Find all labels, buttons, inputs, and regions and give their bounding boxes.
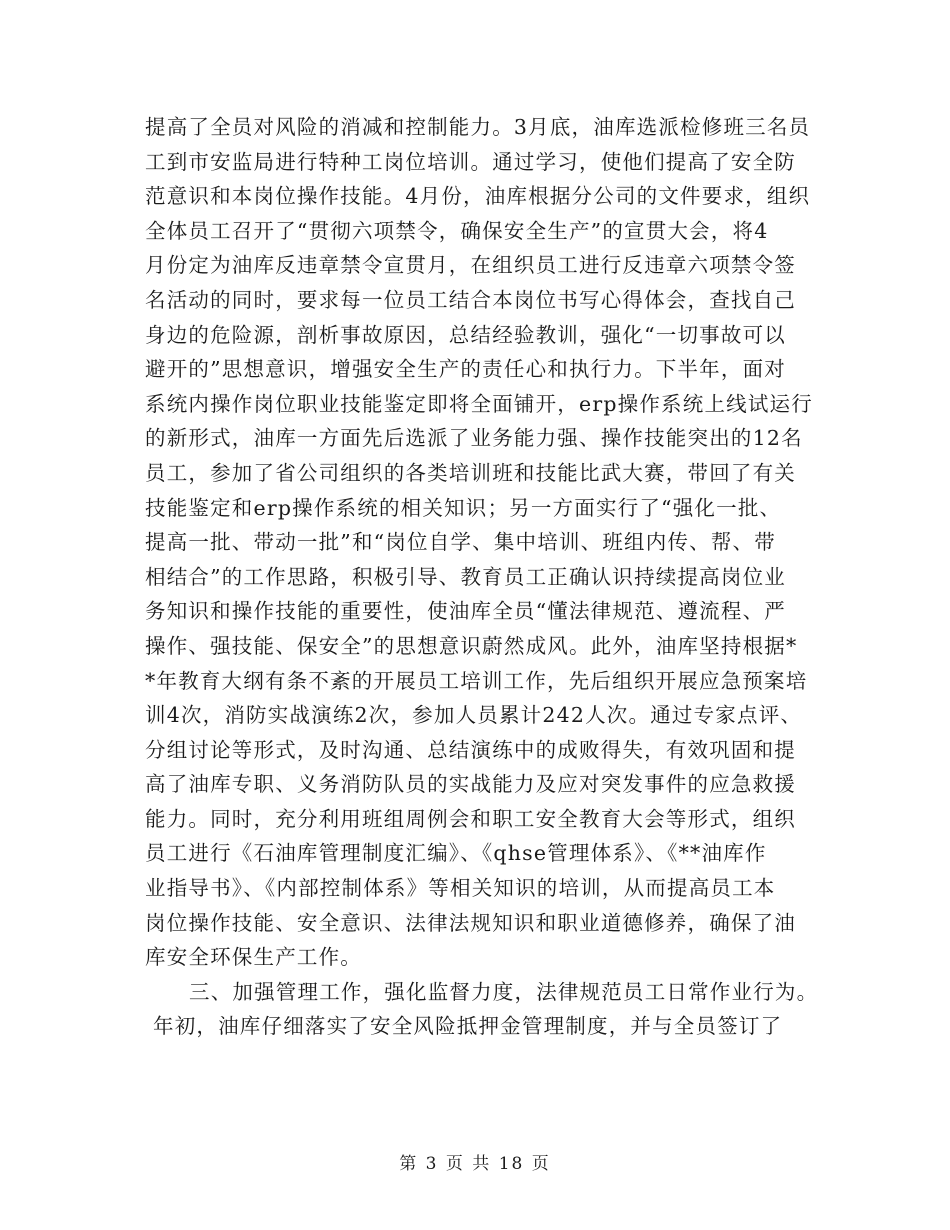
text-line: 高了油库专职、义务消防队员的实战能力及应对突发事件的应急救援 <box>145 772 796 797</box>
page-number-label: 第 3 页 共 18 页 <box>399 1154 551 1174</box>
section-heading: 三、加强管理工作，强化监督力度，法律规范员工日常作业行为。 <box>189 979 819 1004</box>
text-line: 的新形式，油库一方面先后选派了业务能力强、操作技能突出的12名 <box>145 426 803 451</box>
text-line: 库安全环保生产工作。 <box>145 945 362 970</box>
text-line: 全体员工召开了“贯彻六项禁令，确保安全生产”的宣贯大会，将4 <box>145 218 769 243</box>
text-line: 名活动的同时，要求每一位员工结合本岗位书写心得体会，查找自己 <box>145 287 796 312</box>
text-line: 月份定为油库反违章禁令宣贯月，在组织员工进行反违章六项禁令签 <box>145 253 796 278</box>
text-line: 工到市安监局进行特种工岗位培训。通过学习，使他们提高了安全防 <box>145 149 796 174</box>
text-line: 务知识和操作技能的重要性，使油库全员“懂法律规范、遵流程、严 <box>145 599 786 624</box>
text-line: 提高了全员对风险的消减和控制能力。3月底，油库选派检修班三名员 <box>145 115 811 139</box>
page-footer <box>0 1152 950 1176</box>
text-line: 范意识和本岗位操作技能。4月份，油库根据分公司的文件要求，组织 <box>145 184 811 209</box>
text-line: 员工，参加了省公司组织的各类培训班和技能比武大赛，带回了有关 <box>145 460 796 485</box>
text-line: 训4次，消防实战演练2次，参加人员累计242人次。通过专家点评、 <box>145 703 803 728</box>
text-line: 技能鉴定和erp操作系统的相关知识；另一方面实行了“强化一批、 <box>145 495 782 520</box>
text-line: 能力。同时，充分利用班组周例会和职工安全教育大会等形式，组织 <box>145 806 796 831</box>
text-line: 提高一批、带动一批”和“岗位自学、集中培训、班组内传、帮、带 <box>145 530 776 555</box>
text-line: 避开的”思想意识，增强安全生产的责任心和执行力。下半年，面对 <box>145 357 786 382</box>
text-line: 分组讨论等形式，及时沟通、总结演练中的成败得失，有效巩固和提 <box>145 737 796 762</box>
text-line: 员工进行《石油库管理制度汇编》、《qhse管理体系》、《**油库作 <box>145 841 767 866</box>
text-line: 操作、强技能、保安全”的思想意识蔚然成风。此外，油库坚持根据* <box>145 633 798 658</box>
text-line: 年初，油库仔细落实了安全风险抵押金管理制度，并与全员签订了 <box>153 1014 783 1039</box>
text-line: 岗位操作技能、安全意识、法律法规知识和职业道德修养，确保了油 <box>145 910 796 935</box>
text-line: 业指导书》、《内部控制体系》等相关知识的培训，从而提高员工本 <box>145 876 776 901</box>
body-text <box>145 110 819 1044</box>
text-line: *年教育大纲有条不紊的开展员工培训工作，先后组织开展应急预案培 <box>145 668 808 693</box>
text-line: 相结合”的工作思路，积极引导、教育员工正确认识持续提高岗位业 <box>145 564 786 589</box>
text-line: 身边的危险源，剖析事故原因，总结经验教训，强化“一切事故可以 <box>145 322 786 347</box>
text-line: 系统内操作岗位职业技能鉴定即将全面铺开，erp操作系统上线试运行 <box>145 391 813 416</box>
